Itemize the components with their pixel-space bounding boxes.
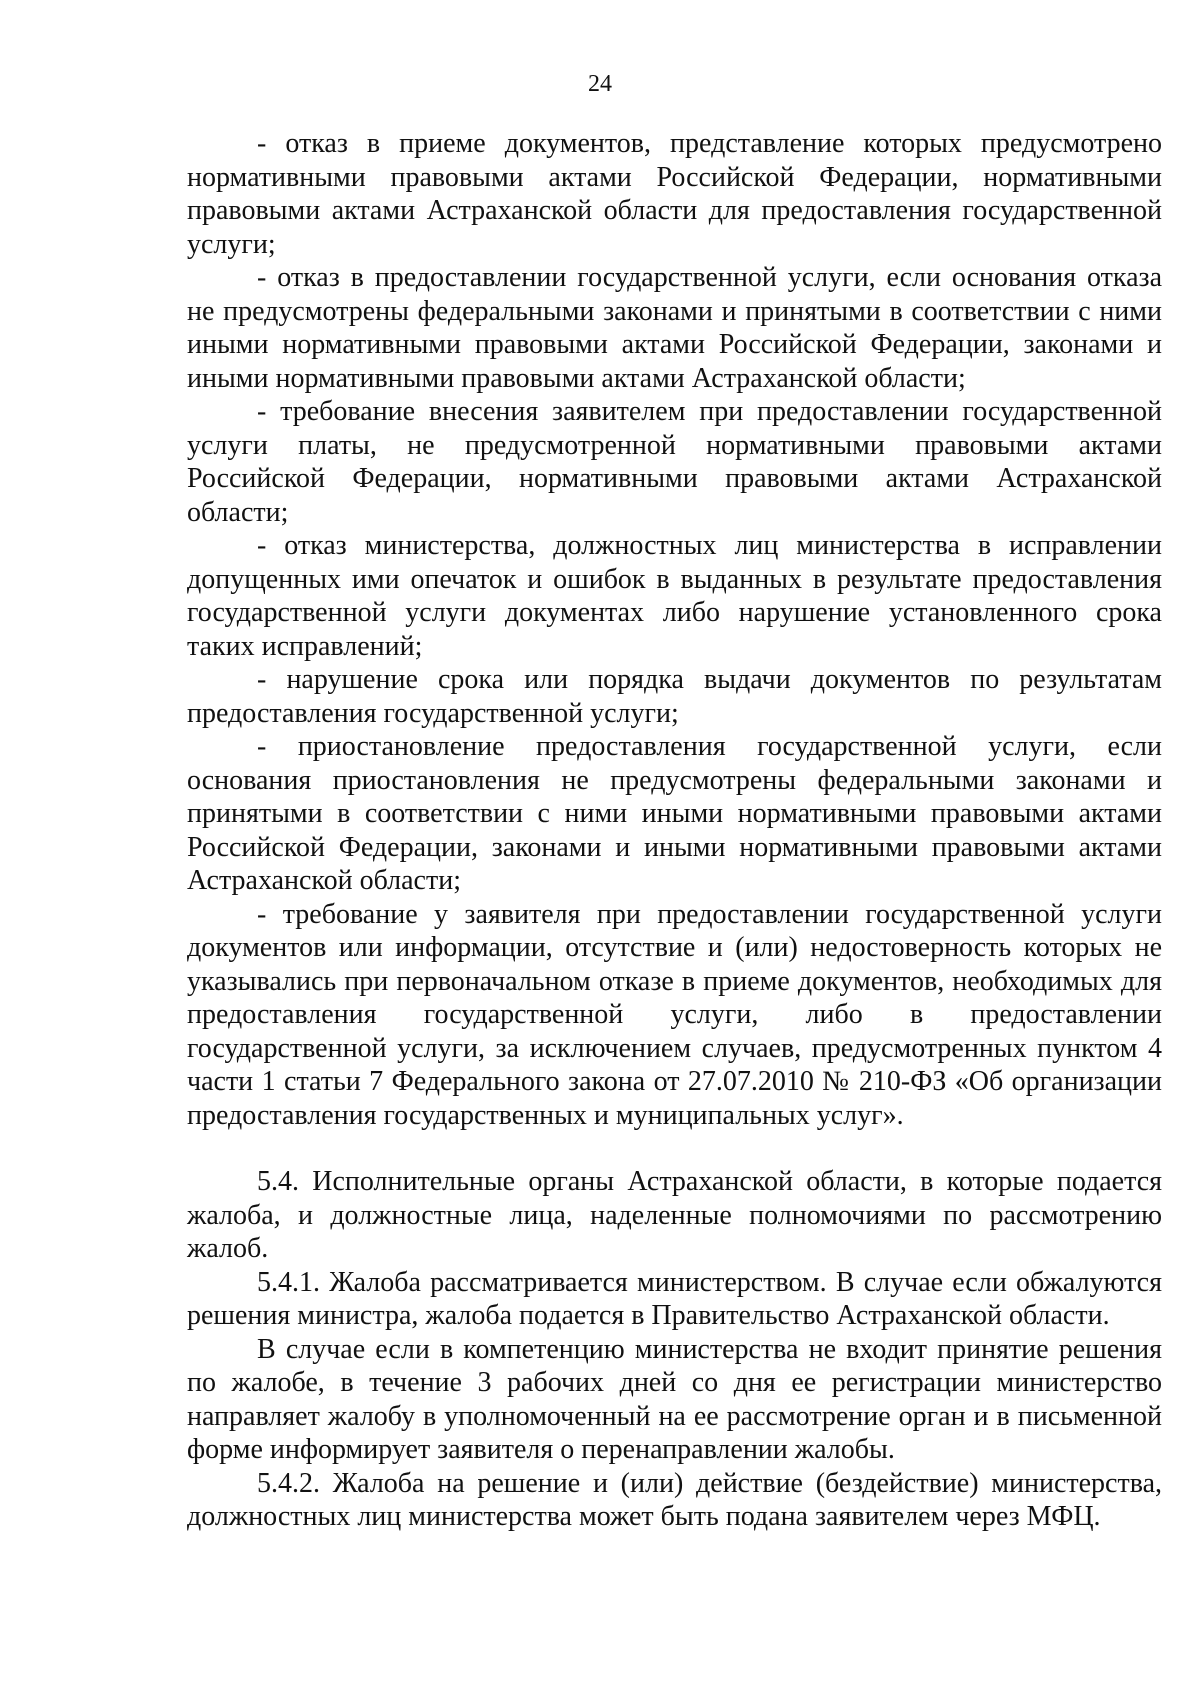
section-5-4-1: 5.4.1. Жалоба рассматривается министерством. В случае если обжалуются решения министра, жалоба подается в Правительство Астраханской области. [187, 1266, 1162, 1331]
list-item-suspension: - приостановление предоставления государственной услуги, если основания приостановления не предусмотрены федеральными законами и принятыми в соответствии с ними иными нормативными правовыми актами Российской Федерации, законами и иными нормативными правовыми актами Астраханской области; [187, 731, 1162, 896]
list-item-refusal-acceptance: - отказ в приеме документов, представление которых предусмотрено нормативными правовыми актами Российской Федерации, нормативными правовыми актами Астраханской области для предоставления государственной услуги; [187, 128, 1162, 260]
section-5-4-1-continuation: В случае если в компетенцию министерства не входит принятие решения по жалобе, в течение 3 рабочих дней со дня ее регистрации министерство направляет жалобу в уполномоченный на ее рассмотрение орган и в письменной форме информирует заявителя о перенаправлении жалобы. [187, 1333, 1162, 1465]
list-item-document-demand: - требование у заявителя при предоставлении государственной услуги документов или информации, отсутствие и (или) недостоверность которых не указывались при первоначальном отказе в приеме документов, необходимых для предоставления государственной услуги, либо в предоставлении государственной услуги, за исключением случаев, предусмотренных пунктом 4 части 1 статьи 7 Федерального закона от 27.07.2010 № 210-ФЗ «Об организации предоставления государственных и муниципальных услуг». [187, 898, 1162, 1131]
section-5-4-heading: 5.4. Исполнительные органы Астраханской области, в которые подается жалоба, и должностные лица, наделенные полномочиями по рассмотрению жалоб. [187, 1166, 1162, 1264]
document-body [187, 127, 1162, 1534]
section-spacer [187, 1132, 1162, 1165]
list-item-correction-refusal: - отказ министерства, должностных лиц министерства в исправлении допущенных ими опечаток и ошибок в выданных в результате предоставления государственной услуги документах либо нарушение установленного срока таких исправлений; [187, 530, 1162, 662]
page-number: 24 [588, 71, 612, 97]
list-item-fee-demand: - требование внесения заявителем при предоставлении государственной услуги платы, не предусмотренной нормативными правовыми актами Российской Федерации, нормативными правовыми актами Астраханской области; [187, 396, 1162, 528]
section-5-4-2: 5.4.2. Жалоба на решение и (или) действие (бездействие) министерства, должностных лиц министерства может быть подана заявителем через МФЦ. [187, 1467, 1162, 1532]
list-item-refusal-provision: - отказ в предоставлении государственной услуги, если основания отказа не предусмотрены федеральными законами и принятыми в соответствии с ними иными нормативными правовыми актами Российской Федерации, законами и иными нормативными правовыми актами Астраханской области; [187, 262, 1162, 394]
list-item-issuance-violation: - нарушение срока или порядка выдачи документов по результатам предоставления государственной услуги; [187, 664, 1162, 729]
